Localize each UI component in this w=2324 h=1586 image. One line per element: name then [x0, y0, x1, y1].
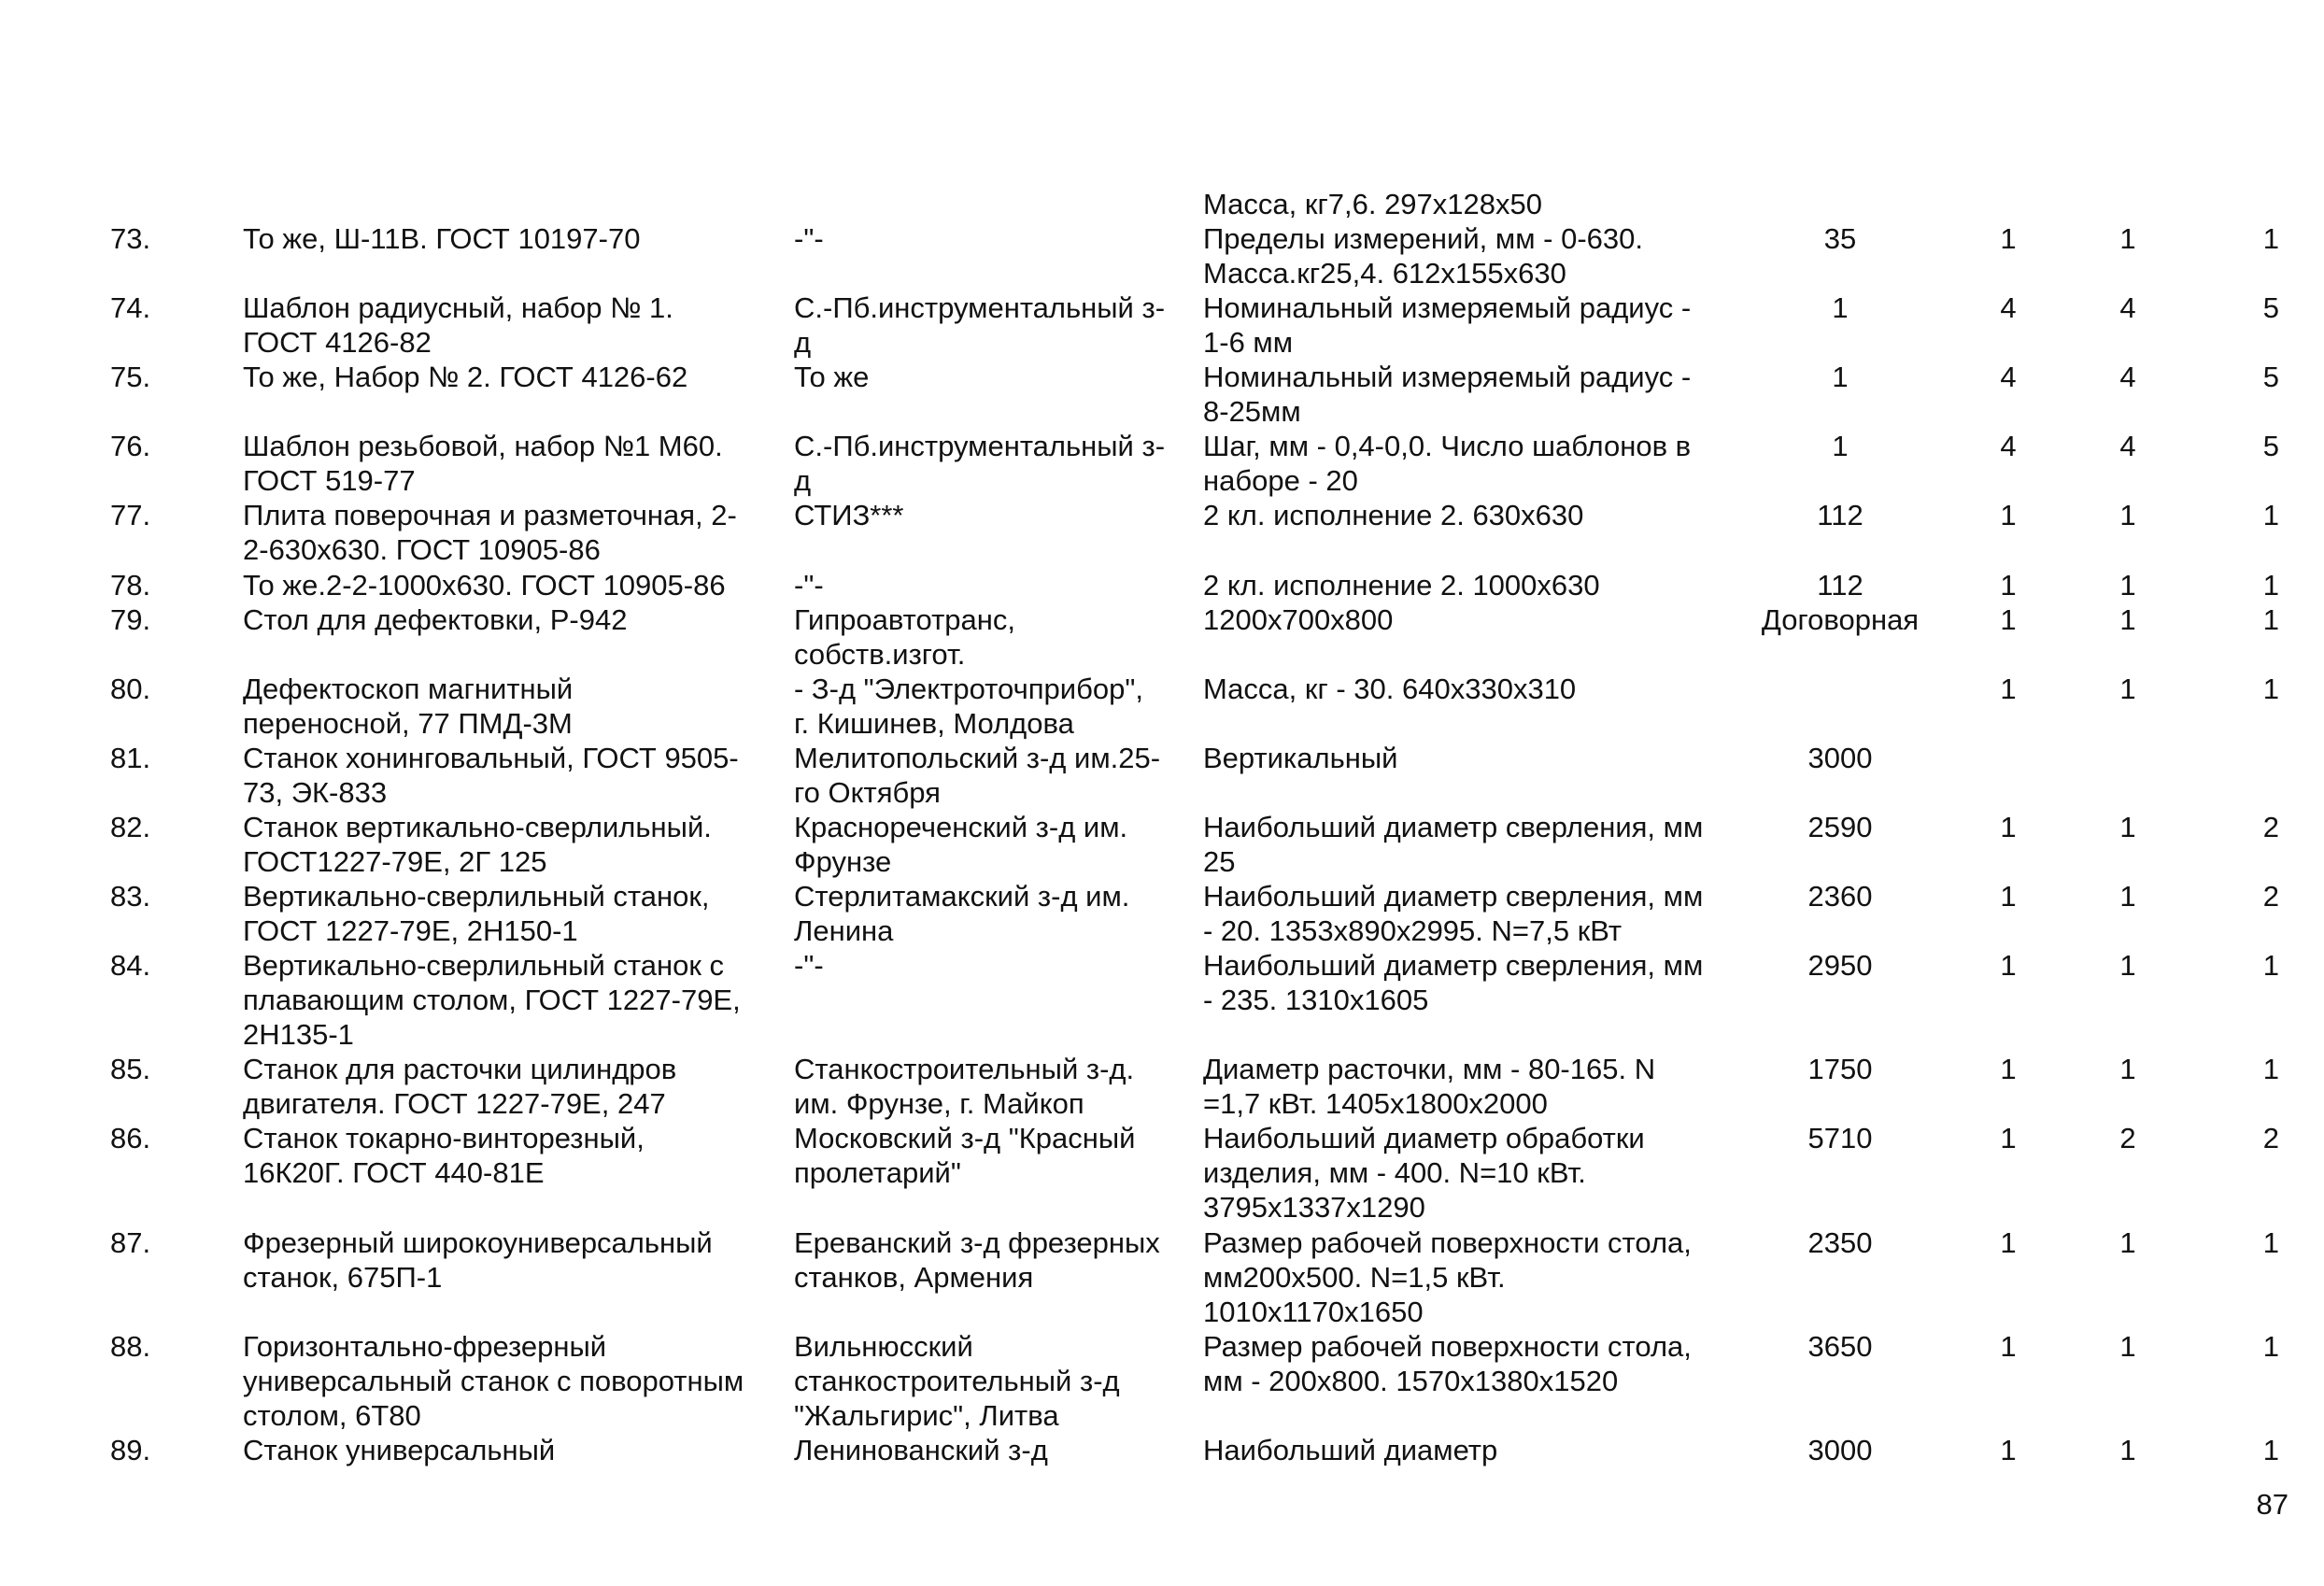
technical-spec: Пределы измерений, мм - 0-630. Масса.кг25,4. 612x155x630 — [1203, 222, 1643, 290]
row-number: 73. — [110, 222, 151, 255]
technical-spec: Наибольший диаметр — [1203, 1434, 1498, 1466]
price: 112 — [1817, 499, 1863, 531]
quantity-1: 1 — [2000, 222, 2017, 255]
price: 5710 — [1807, 1122, 1873, 1154]
quantity-2: 1 — [2119, 949, 2136, 982]
row-number: 74. — [110, 291, 151, 324]
row-number: 86. — [110, 1122, 151, 1154]
quantity-2: 4 — [2119, 430, 2136, 462]
equipment-name: Станок вертикально-сверлильный. ГОСТ1227-79Е, 2Г 125 — [243, 811, 712, 879]
quantity-1: 1 — [2000, 880, 2017, 913]
quantity-3: 1 — [2262, 569, 2279, 602]
price: 1 — [1832, 430, 1849, 462]
quantity-3: 2 — [2262, 1122, 2279, 1154]
price: 3000 — [1807, 742, 1873, 774]
manufacturer: -"- — [794, 222, 824, 255]
quantity-1: 4 — [2000, 291, 2017, 324]
technical-spec: Номинальный измеряемый радиус - 1-6 мм — [1203, 291, 1692, 360]
manufacturer: Вильнюсский станкостроительный з-д "Жальгирис", Литва — [794, 1330, 1120, 1433]
manufacturer: - З-д "Электроточприбор", г. Кишинев, Молдова — [794, 673, 1143, 741]
price: 1 — [1832, 361, 1849, 393]
quantity-2: 4 — [2119, 291, 2136, 324]
technical-spec: 2 кл. исполнение 2. 630x630 — [1203, 499, 1584, 531]
equipment-name: Вертикально-сверлильный станок с плавающим столом, ГОСТ 1227-79Е, 2Н135-1 — [243, 949, 741, 1052]
manufacturer: То же — [794, 361, 870, 393]
technical-spec: Наибольший диаметр обработки изделия, мм - 400. N=10 кВт. 3795x1337x1290 — [1203, 1122, 1645, 1225]
quantity-1: 1 — [2000, 1434, 2017, 1466]
quantity-2: 2 — [2119, 1122, 2136, 1154]
manufacturer: Ленинованский з-д — [794, 1434, 1048, 1466]
quantity-2: 1 — [2119, 811, 2136, 843]
row-number: 89. — [110, 1434, 151, 1466]
technical-spec: Диаметр расточки, мм - 80-165. N =1,7 кВт. 1405x1800x2000 — [1203, 1053, 1656, 1121]
quantity-2: 1 — [2119, 1330, 2136, 1363]
manufacturer: -"- — [794, 569, 824, 602]
price: 2590 — [1807, 811, 1873, 843]
technical-spec: Номинальный измеряемый радиус - 8-25мм — [1203, 361, 1692, 429]
technical-spec: Шаг, мм - 0,4-0,0. Число шаблонов в наборе - 20 — [1203, 430, 1692, 498]
row-number: 77. — [110, 499, 151, 531]
spec-continuation-text: Масса, кг7,6. 297x128x50 — [1203, 188, 1542, 220]
equipment-name: Вертикально-сверлильный станок, ГОСТ 1227-79Е, 2Н150-1 — [243, 880, 710, 948]
quantity-3: 2 — [2262, 880, 2279, 913]
row-number: 80. — [110, 673, 151, 705]
technical-spec: Размер рабочей поверхности стола, мм200x500. N=1,5 кВт. 1010x1170x1650 — [1203, 1226, 1692, 1329]
quantity-1: 1 — [2000, 1226, 2017, 1259]
equipment-name: Дефектоскоп магнитный переносной, 77 ПМД-3М — [243, 673, 574, 741]
equipment-name: Станок хонинговальный, ГОСТ 9505- 73, ЭК-833 — [243, 742, 739, 810]
technical-spec: Наибольший диаметр сверления, мм - 20. 1353x890x2995. N=7,5 кВт — [1203, 880, 1704, 948]
quantity-2: 1 — [2119, 673, 2136, 705]
equipment-name: Фрезерный широкоуниверсальный станок, 675П-1 — [243, 1226, 713, 1295]
equipment-name: Стол для дефектовки, Р-942 — [243, 603, 628, 636]
equipment-name: Шаблон радиусный, набор № 1. ГОСТ 4126-82 — [243, 291, 673, 360]
price: 1750 — [1807, 1053, 1873, 1085]
quantity-2: 1 — [2119, 1434, 2136, 1466]
price: 3000 — [1807, 1434, 1873, 1466]
quantity-2: 1 — [2119, 1053, 2136, 1085]
manufacturer: С.-Пб.инструментальный з- д — [794, 291, 1166, 360]
quantity-1: 1 — [2000, 1053, 2017, 1085]
quantity-2: 1 — [2119, 569, 2136, 602]
price: 35 — [1823, 222, 1857, 255]
equipment-name: Горизонтально-фрезерный универсальный станок с поворотным столом, 6Т80 — [243, 1330, 744, 1433]
quantity-1: 1 — [2000, 811, 2017, 843]
quantity-2: 1 — [2119, 222, 2136, 255]
quantity-1: 1 — [2000, 569, 2017, 602]
technical-spec: Вертикальный — [1203, 742, 1398, 774]
price: 2350 — [1807, 1226, 1873, 1259]
row-number: 83. — [110, 880, 151, 913]
quantity-1: 1 — [2000, 1330, 2017, 1363]
page-number: 87 — [2256, 1488, 2289, 1521]
price: 1 — [1832, 291, 1849, 324]
quantity-3: 1 — [2262, 1330, 2279, 1363]
row-number: 81. — [110, 742, 151, 774]
quantity-1: 1 — [2000, 949, 2017, 982]
manufacturer: Мелитопольский з-д им.25- го Октября — [794, 742, 1161, 810]
quantity-3: 5 — [2262, 361, 2279, 393]
manufacturer: Стерлитамакский з-д им. Ленина — [794, 880, 1130, 948]
quantity-2: 1 — [2119, 1226, 2136, 1259]
row-number: 75. — [110, 361, 151, 393]
manufacturer: Московский з-д "Красный пролетарий" — [794, 1122, 1136, 1190]
quantity-1: 1 — [2000, 499, 2017, 531]
quantity-3: 2 — [2262, 811, 2279, 843]
row-number: 78. — [110, 569, 151, 602]
row-number: 82. — [110, 811, 151, 843]
equipment-name: То же.2-2-1000x630. ГОСТ 10905-86 — [243, 569, 726, 602]
equipment-name: То же, Ш-11В. ГОСТ 10197-70 — [243, 222, 641, 255]
quantity-3: 5 — [2262, 430, 2279, 462]
equipment-name: Станок для расточки цилиндров двигателя. ГОСТ 1227-79Е, 247 — [243, 1053, 677, 1121]
row-number: 76. — [110, 430, 151, 462]
equipment-name: То же, Набор № 2. ГОСТ 4126-62 — [243, 361, 688, 393]
quantity-2: 1 — [2119, 499, 2136, 531]
technical-spec: 2 кл. исполнение 2. 1000x630 — [1203, 569, 1600, 602]
quantity-1: 4 — [2000, 361, 2017, 393]
quantity-3: 1 — [2262, 949, 2279, 982]
quantity-3: 1 — [2262, 499, 2279, 531]
equipment-name: Шаблон резьбовой, набор №1 М60. ГОСТ 519-77 — [243, 430, 723, 498]
price: Договорная — [1761, 603, 1920, 636]
quantity-3: 1 — [2262, 222, 2279, 255]
manufacturer: Станкостроительный з-д. им. Фрунзе, г. Майкоп — [794, 1053, 1135, 1121]
quantity-3: 1 — [2262, 1434, 2279, 1466]
quantity-1: 4 — [2000, 430, 2017, 462]
technical-spec: Наибольший диаметр сверления, мм 25 — [1203, 811, 1704, 879]
quantity-2: 4 — [2119, 361, 2136, 393]
quantity-3: 5 — [2262, 291, 2279, 324]
row-number: 87. — [110, 1226, 151, 1259]
equipment-name: Плита поверочная и разметочная, 2- 2-630x630. ГОСТ 10905-86 — [243, 499, 737, 567]
price: 112 — [1817, 569, 1863, 602]
quantity-2: 1 — [2119, 603, 2136, 636]
row-number: 88. — [110, 1330, 151, 1363]
manufacturer: Гипроавтотранс, собств.изгот. — [794, 603, 1015, 672]
price: 3650 — [1807, 1330, 1873, 1363]
manufacturer: -"- — [794, 949, 824, 982]
manufacturer: С.-Пб.инструментальный з- д — [794, 430, 1166, 498]
manufacturer: СТИЗ*** — [794, 499, 904, 531]
technical-spec: Размер рабочей поверхности стола, мм - 200x800. 1570x1380x1520 — [1203, 1330, 1692, 1398]
price: 2360 — [1807, 880, 1873, 913]
price: 2950 — [1807, 949, 1873, 982]
row-number: 84. — [110, 949, 151, 982]
equipment-name: Станок токарно-винторезный, 16К20Г. ГОСТ 440-81Е — [243, 1122, 645, 1190]
technical-spec: 1200x700x800 — [1203, 603, 1394, 636]
technical-spec: Масса, кг - 30. 640x330x310 — [1203, 673, 1577, 705]
technical-spec: Наибольший диаметр сверления, мм - 235. 1310x1605 — [1203, 949, 1704, 1017]
quantity-2: 1 — [2119, 880, 2136, 913]
quantity-1: 1 — [2000, 673, 2017, 705]
quantity-3: 1 — [2262, 1226, 2279, 1259]
quantity-3: 1 — [2262, 603, 2279, 636]
quantity-1: 1 — [2000, 603, 2017, 636]
row-number: 79. — [110, 603, 151, 636]
manufacturer: Краснореченский з-д им. Фрунзе — [794, 811, 1128, 879]
equipment-name: Станок универсальный — [243, 1434, 556, 1466]
quantity-1: 1 — [2000, 1122, 2017, 1154]
row-number: 85. — [110, 1053, 151, 1085]
manufacturer: Ереванский з-д фрезерных станков, Армения — [794, 1226, 1160, 1295]
quantity-3: 1 — [2262, 673, 2279, 705]
quantity-3: 1 — [2262, 1053, 2279, 1085]
